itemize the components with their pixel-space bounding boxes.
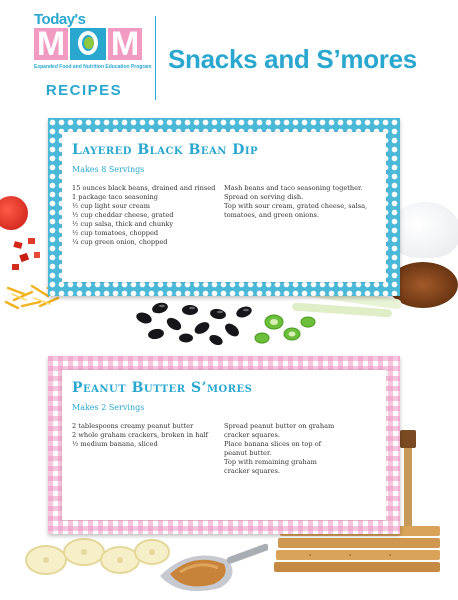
recipe-servings: Makes 8 Servings [72,165,145,174]
ingredient-list [72,422,222,449]
direction-line: Mash beans and taco seasoning together. [224,184,363,192]
direction-line: Spread peanut butter on graham [224,422,335,430]
recipe-servings: Makes 2 Servings [72,403,145,412]
page-title: Snacks and S’mores [168,44,417,74]
logo-todays-text: Today's [34,11,86,28]
direction-line: cracker squares. [224,467,280,475]
ingredient-item: ½ cup cheddar cheese, grated [72,211,174,219]
ingredient-item: ¼ cup green onion, chopped [72,238,168,246]
todays-mom-logo [34,11,152,99]
wooden-stick-image [400,430,416,530]
direction-line: Spread on serving dish. [224,193,304,201]
peanut-butter-spoon-image [150,536,268,598]
recipe-title: Peanut Butter S’mores [72,380,253,396]
recipe-card-peanut-butter-smores [48,356,400,534]
ingredient-item: 2 tablespoons creamy peanut butter [72,422,194,430]
ingredient-item: ½ cup salsa, thick and chunky [72,220,174,228]
recipe-card-body [62,370,386,520]
direction-line: Place banana slices on top of [224,440,322,448]
logo-o-dot [84,37,94,49]
recipe-title: Layered Black Bean Dip [72,142,259,158]
direction-line: Top with remaining graham [224,458,317,466]
directions-list [224,184,384,220]
logo-letter-m: M [34,28,68,60]
logo-recipes-label: RECIPES [45,82,123,99]
header-divider [155,16,156,100]
directions-list [224,422,384,476]
recipe-card-body [62,132,386,282]
ingredient-item: 1 package taco seasoning [72,193,159,201]
recipe-card-black-bean-dip [48,118,400,296]
direction-line: peanut butter. [224,449,272,457]
direction-line: tomatoes, and green onions. [224,211,319,219]
logo-letter-m-second: M [108,28,142,60]
ingredient-item: 15 ounces black beans, drained and rinsed [72,184,216,192]
ingredient-list [72,184,222,247]
direction-line: Top with sour cream, grated cheese, salsa, [224,202,368,210]
logo-program-name: Expanded Food and Nutrition Education Program [34,64,152,70]
direction-line: cracker squares. [224,431,280,439]
sour-cream-image [390,202,458,258]
ingredient-item: 2 whole graham crackers, broken in half [72,431,208,439]
ingredient-item: ½ cup light sour cream [72,202,150,210]
logo-mom-wordmark [34,25,146,63]
ingredient-item: ½ cup tomatoes, chopped [72,229,159,237]
tomato-image [0,196,28,230]
green-onions-image [252,288,402,348]
ingredient-item: ½ medium banana, sliced [72,440,158,448]
diced-tomato-image [10,236,50,276]
